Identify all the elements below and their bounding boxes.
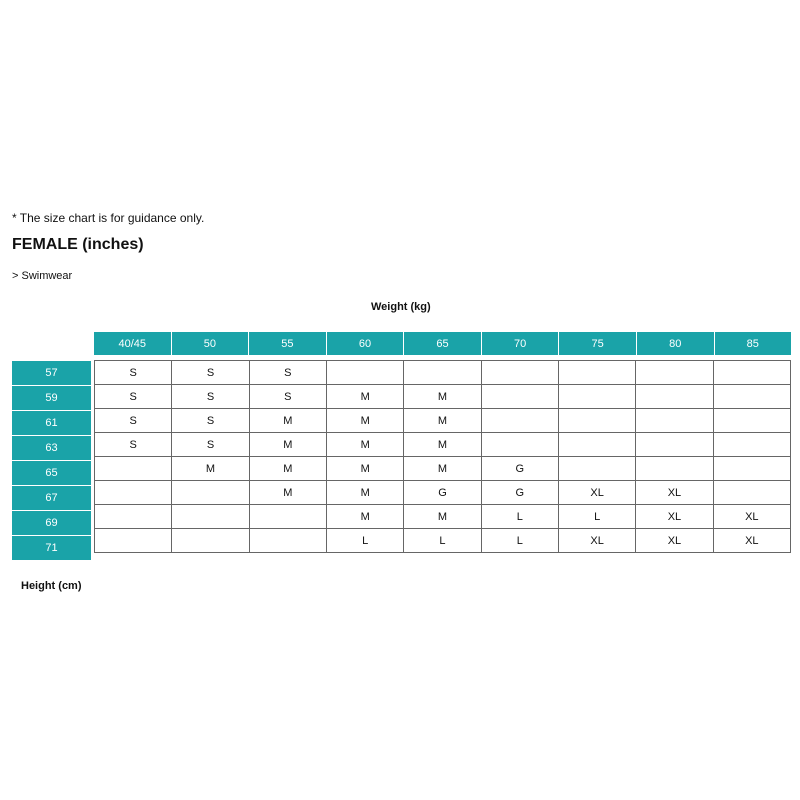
size-cell: M (404, 505, 481, 529)
size-cell (95, 505, 172, 529)
table-row (95, 481, 791, 505)
size-cell: XL (713, 529, 790, 553)
weight-header-row (94, 332, 791, 355)
size-cell: M (404, 433, 481, 457)
size-cell: M (326, 457, 403, 481)
size-cell (172, 481, 249, 505)
weight-column-header: 85 (746, 337, 759, 350)
height-row-header: 71 (12, 536, 91, 560)
size-cell: M (404, 385, 481, 409)
size-cell: XL (636, 481, 713, 505)
height-header-column (12, 361, 91, 561)
size-cell: M (249, 457, 326, 481)
size-chart-table (94, 360, 791, 553)
size-cell (249, 505, 326, 529)
size-cell: XL (636, 505, 713, 529)
table-row (95, 529, 791, 553)
size-cell (558, 385, 635, 409)
size-cell: M (326, 505, 403, 529)
guidance-note: * The size chart is for guidance only. (12, 211, 205, 225)
size-cell (95, 457, 172, 481)
size-cell (713, 457, 790, 481)
size-cell: G (404, 481, 481, 505)
size-cell: S (95, 409, 172, 433)
height-row-header: 61 (12, 411, 91, 435)
height-row-header: 67 (12, 486, 91, 510)
size-cell: XL (636, 529, 713, 553)
height-row-header: 59 (12, 386, 91, 410)
size-cell: S (172, 409, 249, 433)
size-cell (636, 361, 713, 385)
height-row-header: 65 (12, 461, 91, 485)
table-row (95, 361, 791, 385)
size-cell (558, 457, 635, 481)
size-cell: XL (558, 529, 635, 553)
table-row (95, 505, 791, 529)
table-row (95, 433, 791, 457)
size-cell (636, 409, 713, 433)
size-cell: S (95, 361, 172, 385)
size-cell (558, 433, 635, 457)
size-cell: M (326, 481, 403, 505)
size-cell (95, 481, 172, 505)
weight-column-header: 55 (249, 332, 327, 355)
size-cell (404, 361, 481, 385)
size-cell (172, 505, 249, 529)
size-cell (713, 361, 790, 385)
size-cell: S (172, 385, 249, 409)
weight-column-header: 80 (637, 332, 715, 355)
size-cell: L (326, 529, 403, 553)
size-cell (481, 361, 558, 385)
table-row (95, 457, 791, 481)
weight-column-header: 60 (327, 332, 405, 355)
size-cell (713, 433, 790, 457)
size-cell (95, 529, 172, 553)
size-cell (713, 409, 790, 433)
size-cell: S (249, 385, 326, 409)
size-cell: M (404, 409, 481, 433)
size-cell: XL (558, 481, 635, 505)
weight-column-header: 40/45 (94, 332, 172, 355)
size-cell: M (326, 385, 403, 409)
size-cell: M (326, 409, 403, 433)
size-cell: M (249, 433, 326, 457)
size-cell: G (481, 457, 558, 481)
height-row-header: 69 (12, 511, 91, 535)
size-cell: L (404, 529, 481, 553)
size-cell (558, 409, 635, 433)
size-cell: M (172, 457, 249, 481)
size-cell: M (326, 433, 403, 457)
size-cell (481, 433, 558, 457)
size-cell: G (481, 481, 558, 505)
table-row (95, 385, 791, 409)
size-cell (713, 385, 790, 409)
size-cell: S (249, 361, 326, 385)
size-cell (636, 385, 713, 409)
size-cell: M (404, 457, 481, 481)
height-row-header: 63 (12, 436, 91, 460)
page-title: FEMALE (inches) (12, 236, 144, 253)
size-cell: XL (713, 505, 790, 529)
size-cell (636, 433, 713, 457)
height-axis-label: Height (cm) (21, 580, 82, 592)
weight-column-header: 65 (404, 332, 482, 355)
size-cell: S (95, 433, 172, 457)
size-cell (249, 529, 326, 553)
size-cell: S (172, 433, 249, 457)
size-cell: L (481, 505, 558, 529)
weight-column-header: 50 (172, 332, 250, 355)
breadcrumb[interactable]: > Swimwear (12, 270, 73, 282)
weight-axis-label: Weight (kg) (371, 301, 431, 313)
size-cell (713, 481, 790, 505)
size-cell: S (95, 385, 172, 409)
size-cell: M (249, 481, 326, 505)
size-cell (558, 361, 635, 385)
weight-column-header: 75 (559, 332, 637, 355)
size-cell (481, 385, 558, 409)
size-cell (481, 409, 558, 433)
size-cell (326, 361, 403, 385)
height-row-header: 57 (12, 361, 91, 385)
weight-column-header: 70 (482, 332, 560, 355)
size-cell: L (558, 505, 635, 529)
size-cell (636, 457, 713, 481)
table-row (95, 409, 791, 433)
size-cell: M (249, 409, 326, 433)
size-cell: S (172, 361, 249, 385)
size-cell: L (481, 529, 558, 553)
size-cell (172, 529, 249, 553)
